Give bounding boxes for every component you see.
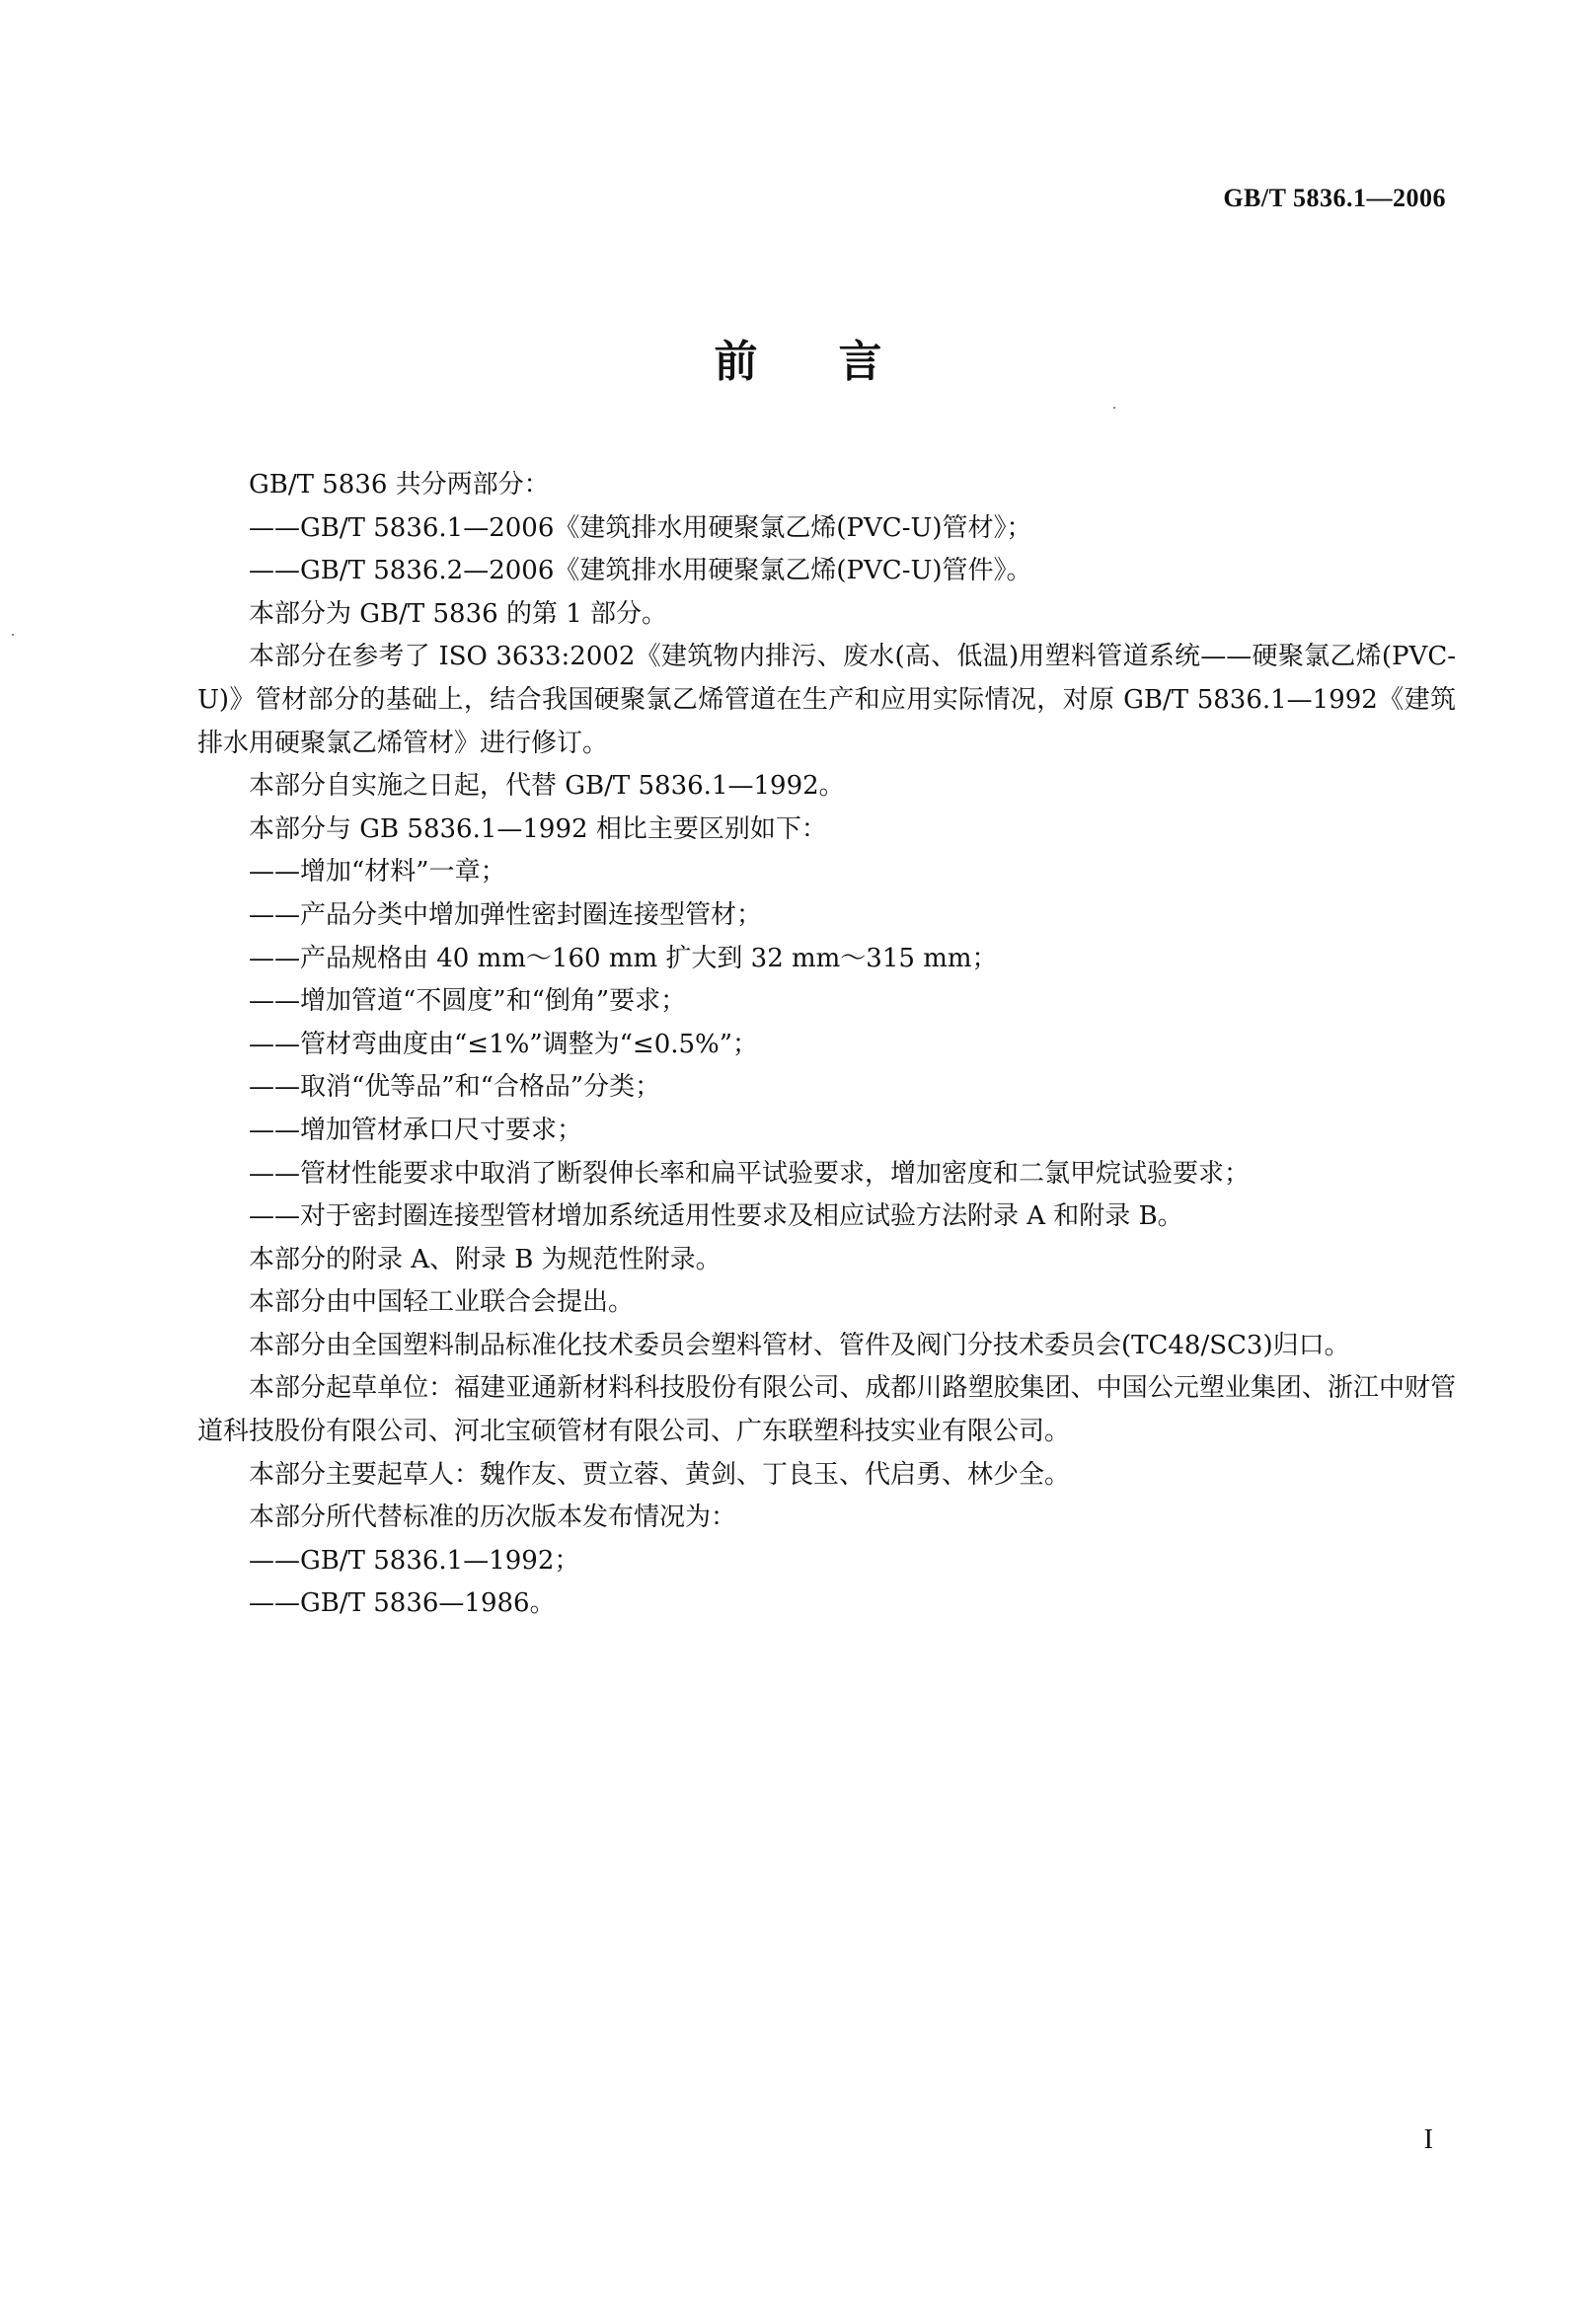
list-item-difference: ——取消“优等品”和“合格品”分类； — [249, 1072, 661, 1103]
list-item-difference: ——增加管道“不圆度”和“倒角”要求； — [249, 986, 687, 1017]
list-item-history: ——GB/T 5836—1986。 — [249, 1588, 556, 1619]
list-item-difference: ——增加管材承口尺寸要求； — [249, 1115, 583, 1145]
scan-artifact-dot — [12, 634, 14, 636]
paragraph-parts-intro: GB/T 5836 共分两部分： — [249, 470, 550, 500]
list-item-difference: ——产品规格由 40 mm～160 mm 扩大到 32 mm～315 mm； — [249, 943, 998, 973]
paragraph-replaces: 本部分自实施之日起，代替 GB/T 5836.1—1992。 — [249, 771, 845, 802]
scan-artifact-dot — [1113, 407, 1115, 409]
paragraph-drafters: 本部分主要起草人：魏作友、贾立蓉、黄剑、丁良玉、代启勇、林少全。 — [249, 1459, 1071, 1490]
list-item-part-2: ——GB/T 5836.2—2006《建筑排水用硬聚氯乙烯(PVC-U)管件》。 — [249, 556, 1032, 586]
list-item-difference: ——增加“材料”一章； — [249, 857, 506, 887]
list-item-difference: ——管材弯曲度由“≤1%”调整为“≤0.5%”； — [249, 1029, 759, 1059]
foreword-body — [197, 464, 1456, 1626]
list-item-part-1: ——GB/T 5836.1—2006《建筑排水用硬聚氯乙烯(PVC-U)管材》； — [249, 512, 1032, 543]
paragraph-differences-intro: 本部分与 GB 5836.1—1992 相比主要区别如下： — [249, 813, 827, 844]
paragraph-this-part: 本部分为 GB/T 5836 的第 1 部分。 — [249, 598, 668, 629]
paragraph-proposer: 本部分由中国轻工业联合会提出。 — [249, 1287, 635, 1318]
paragraph-history-intro: 本部分所代替标准的历次版本发布情况为： — [249, 1503, 737, 1533]
list-item-difference: ——对于密封圈连接型管材增加系统适用性要求及相应试验方法附录 A 和附录 B。 — [249, 1201, 1183, 1232]
paragraph-committee: 本部分由全国塑料制品标准化技术委员会塑料管材、管件及阀门分技术委员会(TC48/SC3)归口。 — [249, 1330, 1350, 1360]
page-number: I — [1423, 2124, 1433, 2155]
list-item-history: ——GB/T 5836.1—1992； — [249, 1545, 580, 1576]
paragraph-drafting-units: 本部分起草单位：福建亚通新材料科技股份有限公司、成都川路塑胶集团、中国公元塑业集团、浙江中财管道科技股份有限公司、河北宝硕管材有限公司、广东联塑科技实业有限公司。 — [197, 1373, 1456, 1447]
list-item-difference: ——产品分类中增加弹性密封圈连接型管材； — [249, 899, 763, 930]
paragraph-reference: 本部分在参考了 ISO 3633:2002《建筑物内排污、废水(高、低温)用塑料管道系统——硬聚氯乙烯(PVC-U)》管材部分的基础上，结合我国硬聚氯乙烯管道在生产和应用实际情况，对原 GB/T 5836.1—1992《建筑排水用硬聚氯乙烯管材》进行修订。 — [197, 642, 1456, 758]
page-title: 前言 — [714, 337, 963, 387]
list-item-difference: ——管材性能要求中取消了断裂伸长率和扁平试验要求，增加密度和二氯甲烷试验要求； — [249, 1158, 1251, 1189]
standard-number-header: GB/T 5836.1—2006 — [1223, 184, 1446, 212]
paragraph-annexes: 本部分的附录 A、附录 B 为规范性附录。 — [249, 1244, 722, 1274]
